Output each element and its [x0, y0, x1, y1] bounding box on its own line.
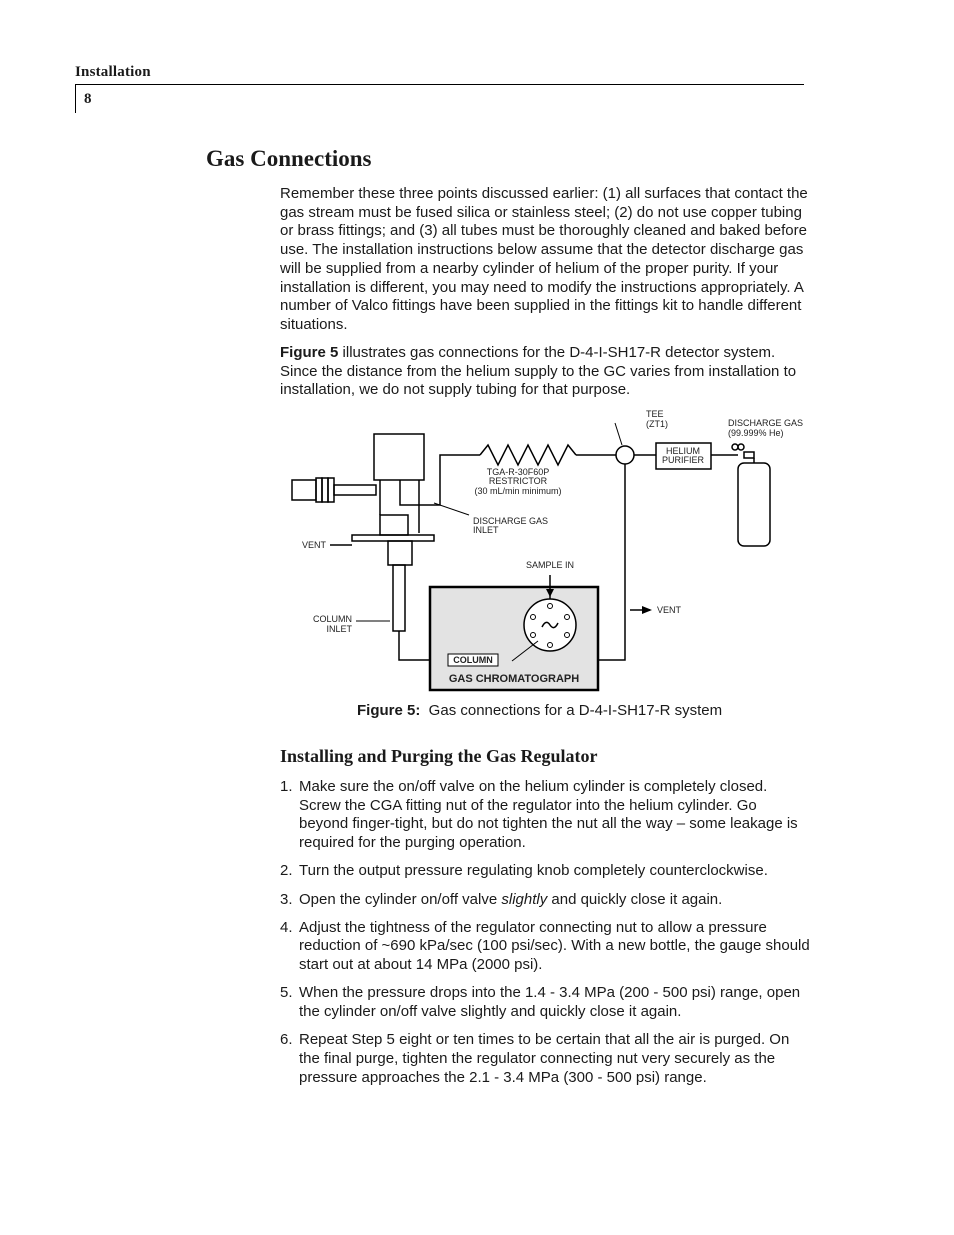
- restrictor-label: TGA-R-30F60P: [486, 467, 550, 477]
- figure-caption-bold: Figure 5:: [357, 702, 421, 719]
- step-number: 1.: [280, 778, 293, 795]
- list-item: [280, 984, 810, 1021]
- side-connector-ring-3: [328, 478, 334, 502]
- helium-cylinder: [738, 463, 770, 546]
- figure-caption: [357, 702, 722, 719]
- gas-connection-diagram: [280, 405, 820, 695]
- tee-pointer: [615, 423, 622, 445]
- discharge-inlet-label: DISCHARGE GAS: [473, 516, 549, 526]
- tee-to-gc-line: [598, 464, 625, 660]
- valve-port-6: [531, 615, 536, 620]
- figure-ref-text: illustrates gas connections for the D-4-I-SH17-R detector system. Since the distance from the helium supply to the GC varies from installation to installation, we do not supply tubing for that purpose.: [280, 344, 797, 399]
- discharge-inlet-pointer: [434, 503, 469, 515]
- detector-head: [374, 434, 424, 480]
- page-number: 8: [84, 91, 92, 107]
- vent-right-label: VENT: [657, 605, 682, 615]
- restrictor-label-2: RESTRICTOR: [488, 476, 548, 486]
- side-connector-body: [292, 480, 316, 500]
- cylinder-valve: [744, 452, 754, 458]
- list-item: [280, 919, 810, 975]
- figure-reference-paragraph: [280, 344, 810, 400]
- running-header: Installation: [75, 64, 151, 80]
- valve-port-2: [565, 615, 570, 620]
- side-connector-ring-2: [322, 478, 328, 502]
- valve-port-3: [565, 633, 570, 638]
- helium-purifier-label: HELIUM: [665, 446, 701, 456]
- list-item: [280, 891, 810, 910]
- valve-port-1: [548, 604, 553, 609]
- column-inlet-tube: [393, 565, 405, 631]
- header-rule: [75, 84, 804, 85]
- detector-base: [388, 541, 412, 565]
- discharge-gas-label: DISCHARGE GAS: [728, 418, 804, 428]
- sample-in-label: SAMPLE IN: [525, 560, 575, 570]
- step-text: When the pressure drops into the 1.4 - 3.4 MPa (200 - 500 psi) range, open the cylinder on/off valve slightly and quickly close it again.: [299, 984, 801, 1021]
- helium-purifier-label-2: PURIFIER: [661, 455, 705, 465]
- regulator-knob-2: [738, 444, 744, 450]
- step-number: 5.: [280, 984, 293, 1002]
- vent-right-arrow: [642, 606, 652, 614]
- list-item: [280, 778, 810, 853]
- tee-label: TEE: [646, 409, 664, 419]
- gas-chromatograph-label: GAS CHROMATOGRAPH: [448, 673, 580, 685]
- figure-caption-text: Gas connections for a D-4-I-SH17-R system: [420, 702, 723, 719]
- step-text: Repeat Step 5 eight or ten times to be certain that all the air is purged. On the final purge, tighten the regulator connecting nut very securely as the pressure approaches the 2.1 - 3.4 MPa (300 - 500 psi) range.: [299, 1031, 790, 1086]
- column-inlet-label: COLUMN: [312, 614, 352, 624]
- discharge-gas-label-2: (99.999% He): [728, 428, 784, 438]
- side-connector-stem: [334, 485, 376, 495]
- intro-paragraph: Remember these three points discussed earlier: (1) all surfaces that contact the gas stream must be fused silica or stainless steel; (2) do not use copper tubing or brass fittings; and (3) all tubes must be thoroughly cleaned and baked before use. The installation instructions below assume that the detector discharge gas will be supplied from a nearby cylinder of helium of the proper purity. If your installation is different, you may need to modify the instructions appropriately. A number of Valco fittings have been supplied in the fittings kit to handle different situations.: [280, 185, 808, 333]
- list-item: [280, 862, 810, 881]
- step-text: Make sure the on/off valve on the helium cylinder is completely closed. Screw the CGA fitting nut of the regulator into the helium cylinder. Go beyond finger-tight, but do not tighten the nut all the way – some leakage is required for the purging operation.: [299, 778, 798, 852]
- discharge-inlet-label-2: INLET: [473, 525, 499, 535]
- step-number: 4.: [280, 918, 293, 936]
- tee-label-2: (ZT1): [646, 419, 668, 429]
- valve-port-4: [548, 643, 553, 648]
- detector-neck: [380, 515, 408, 535]
- step-number: 3.: [280, 890, 293, 908]
- valve-port-5: [531, 633, 536, 638]
- step-text-post: and quickly close it again.: [547, 890, 723, 908]
- figure-ref-bold: Figure 5: [280, 344, 339, 361]
- column-inlet-label-2: INLET: [326, 624, 352, 634]
- detector-flange: [352, 535, 434, 541]
- step-text-pre: Open the cylinder on/off valve: [299, 890, 502, 908]
- step-text: Adjust the tightness of the regulator connecting nut to allow a pressure reduction of ~690 kPa/sec (100 psi/sec). With a new bottle, the gauge should start out at about 14 MPa (2000 psi).: [299, 918, 810, 974]
- restrictor-zigzag: [480, 445, 576, 465]
- step-number: 6.: [280, 1031, 293, 1049]
- vent-left-label: VENT: [301, 540, 326, 550]
- header-side-bar: [75, 84, 76, 113]
- step-number: 2.: [280, 862, 293, 880]
- restrictor-label-3: (30 mL/min minimum): [474, 486, 562, 496]
- section-title: Gas Connections: [206, 146, 372, 171]
- regulator-knob-1: [732, 444, 738, 450]
- step-text-emphasis: slightly: [501, 890, 548, 908]
- subsection-title: Installing and Purging the Gas Regulator: [280, 746, 598, 766]
- step-text: Turn the output pressure regulating knob completely counterclockwise.: [299, 862, 768, 880]
- column-label: COLUMN: [453, 655, 493, 665]
- list-item: [280, 1031, 810, 1087]
- side-connector-ring-1: [316, 478, 322, 502]
- purge-steps-list: [280, 778, 810, 1097]
- tee-fitting: [616, 446, 634, 464]
- diagram-svg: [280, 405, 820, 695]
